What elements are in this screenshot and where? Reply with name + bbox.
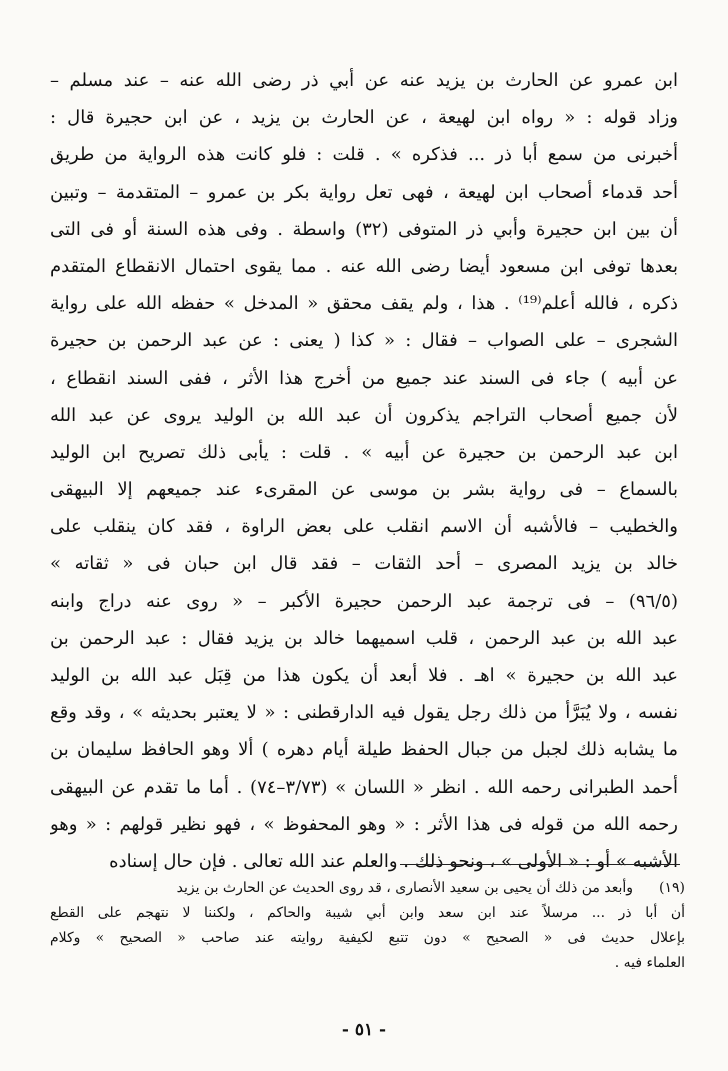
text-line: أحد قدماء أصحاب ابن لهيعة ، فهى تعل رواية بكر بن عمرو – المتقدمة – وتبين [50, 181, 678, 203]
text-line: رحمه الله من قوله فى هذا الأثر : « وهو المحفوظ » ، فهو نظير قولهم : « وهو [50, 813, 678, 835]
text-line: نفسه ، ولا يُبَرَّأ من ذلك رجل يقول فيه الدارقطنى : « لا يعتبر بحديثه » ، وقد وقع [50, 702, 678, 724]
text-line: أخبرنى من سمع أبا ذر ... فذكره » . قلت : فلو كانت هذه الرواية من طريق [50, 144, 678, 166]
footnote-line: أن أبا ذر ... مرسلاً عند ابن سعد وابن أبي شيبة والحاكم ، ولكننا لا نتهجم على القطع [50, 905, 685, 921]
text-line: الأشبه » أو : « الأولى » ، ونحو ذلك . والعلم عند الله تعالى . فإن حال إسناده [109, 850, 678, 872]
text-line: ذكره ، فالله أعلم⁽¹⁹⁾ . هذا ، ولم يقف محقق « المدخل » حفظه الله على رواية [50, 293, 678, 315]
text-line: ما يشابه ذلك لجبل من جبال الحفظ طيلة أيام دهره ) ألا وهو الحافظ سليمان بن [50, 739, 678, 761]
text-line: عن أبيه ) جاء فى السند عند جميع من أخرج هذا الأثر ، ففى السند انقطاع ، [50, 367, 678, 389]
text-line: ابن عبد الرحمن بن حجيرة عن أبيه » . قلت : يأبى ذلك تصريح ابن الوليد [50, 441, 678, 463]
text-line: بعدها توفى ابن مسعود أيضا رضى الله عنه . مما يقوى احتمال الانقطاع المتقدم [50, 255, 678, 277]
page-number: - ٥١ - [341, 1020, 387, 1040]
text-line: أن بين ابن حجيرة وأبي ذر المتوفى (٣٢) واسطة . وفى هذه السنة أو فى التى [50, 218, 678, 240]
text-line: الشجرى – على الصواب – فقال : « كذا ( يعنى : عن عبد الرحمن بن حجيرة [50, 330, 678, 352]
text-line: عبد الله بن عبد الرحمن ، قلب اسميهما خالد بن يزيد فقال : عبد الرحمن بن [50, 627, 678, 649]
text-line: (٩٦/٥) – فى ترجمة عبد الرحمن حجيرة الأكبر – « روى عنه دراج وابنه [50, 590, 678, 612]
footnote-separator [400, 864, 680, 865]
footnote-line [50, 876, 685, 901]
text-line: والخطيب – فالأشبه أن الاسم انقلب على بعض الراوة ، فقد كان ينقلب على [50, 516, 678, 538]
footnote-text: وأبعد من ذلك أن يحيى بن سعيد الأنصارى ، قد روى الحديث عن الحارث بن يزيد [176, 880, 634, 896]
text-line: ابن عمرو عن الحارث بن يزيد عنه عن أبي ذر رضى الله عنه – عند مسلم – [50, 70, 678, 91]
footnote-line: العلماء فيه . [614, 955, 685, 971]
text-line: أحمد الطبرانى رحمه الله . انظر « اللسان » (٣/٧٣–٧٤) . أما ما تقدم عن البيهقى [50, 776, 678, 798]
text-line: خالد بن يزيد المصرى – أحد الثقات – فقد قال ابن حبان فى « ثقاته » [50, 553, 678, 575]
text-line: لأن جميع أصحاب التراجم يذكرون أن عبد الله بن الوليد يروى عن عبد الله [50, 404, 678, 426]
text-line: بالسماع – فى رواية بشر بن موسى عن المقرىء عند جميعهم إلا البيهقى [50, 479, 678, 501]
footnote-line: بإعلال حديث فى « الصحيح » دون تتبع لكيفية روايته عند صاحب « الصحيح » وكلام [50, 930, 685, 946]
main-text [50, 62, 678, 880]
text-line: وزاد قوله : « رواه ابن لهيعة ، عن الحارث بن يزيد ، عن ابن حجيرة قال : [50, 107, 678, 129]
footnote-number: (١٩) [659, 880, 685, 896]
footnote [50, 876, 685, 976]
text-line: عبد الله بن حجيرة » اهـ . فلا أبعد أن يكون هذا من قِبَل عبد الله بن الوليد [50, 665, 678, 686]
